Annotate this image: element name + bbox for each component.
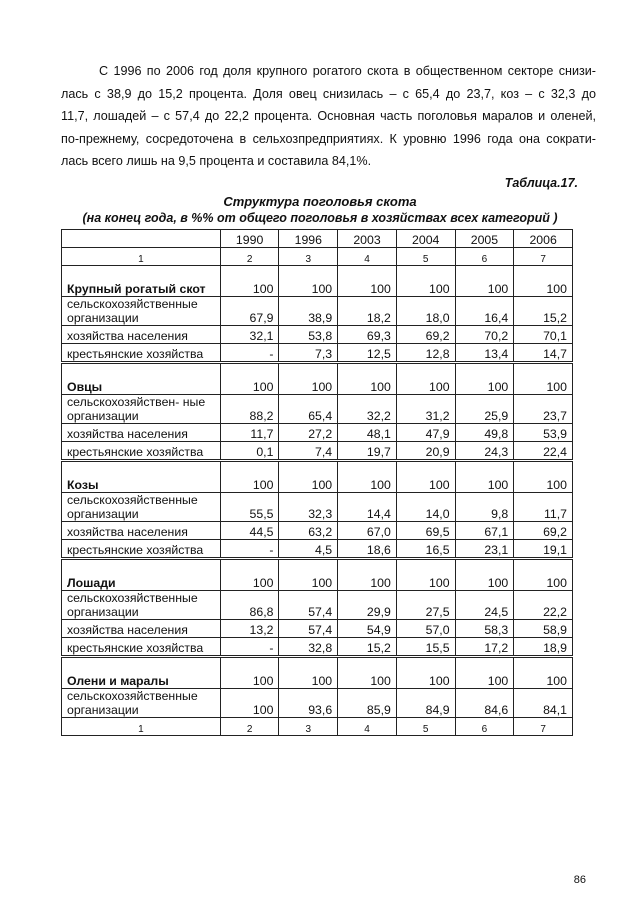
value-cell: 23,7	[514, 395, 573, 424]
value-cell: 47,9	[396, 424, 455, 442]
column-index-cell: 5	[396, 248, 455, 266]
value-cell: 14,0	[396, 493, 455, 522]
group-row	[62, 559, 573, 591]
intro-paragraph	[61, 60, 596, 173]
paragraph-line: по-прежнему, сосредоточена в сельхозпредприятиях. К уровню 1996 года она сократи-	[61, 131, 596, 146]
table-row	[62, 493, 573, 522]
group-total-cell: 100	[279, 657, 338, 689]
value-cell: 14,7	[514, 344, 573, 363]
value-cell: 18,2	[338, 297, 397, 326]
table-row	[62, 326, 573, 344]
value-cell: 67,9	[220, 297, 279, 326]
group-total-cell: 100	[338, 559, 397, 591]
value-cell: 57,4	[279, 620, 338, 638]
group-total-cell: 100	[338, 363, 397, 395]
group-total-cell: 100	[279, 363, 338, 395]
column-index-cell: 3	[279, 718, 338, 736]
group-name: Лошади	[62, 559, 221, 591]
group-total-cell: 100	[338, 657, 397, 689]
column-index-cell: 4	[338, 718, 397, 736]
group-name: Овцы	[62, 363, 221, 395]
group-total-cell: 100	[514, 363, 573, 395]
table-row	[62, 424, 573, 442]
value-cell: 20,9	[396, 442, 455, 461]
value-cell: 49,8	[455, 424, 514, 442]
index-row-footer	[62, 718, 573, 736]
group-name: Олени и маралы	[62, 657, 221, 689]
group-total-cell: 100	[455, 559, 514, 591]
value-cell: 17,2	[455, 638, 514, 657]
column-index-cell: 5	[396, 718, 455, 736]
year-header: 2003	[338, 230, 397, 248]
group-total-cell: 100	[455, 363, 514, 395]
value-cell: 100	[220, 689, 279, 718]
value-cell: 69,5	[396, 522, 455, 540]
column-index-cell: 1	[62, 718, 221, 736]
value-cell: 69,3	[338, 326, 397, 344]
value-cell: 27,5	[396, 591, 455, 620]
value-cell: 70,2	[455, 326, 514, 344]
value-cell: 9,8	[455, 493, 514, 522]
value-cell: 65,4	[279, 395, 338, 424]
value-cell: 18,6	[338, 540, 397, 559]
table-subtitle: (на конец года, в %% от общего поголовья в хозяйствах всех категорий )	[82, 211, 558, 225]
column-index-cell: 4	[338, 248, 397, 266]
row-label: сельскохозяйственные организации	[62, 297, 221, 326]
value-cell: 12,8	[396, 344, 455, 363]
value-cell: 69,2	[396, 326, 455, 344]
value-cell: 18,9	[514, 638, 573, 657]
group-total-cell: 100	[514, 461, 573, 493]
page-number: 86	[573, 874, 586, 886]
value-cell: 32,8	[279, 638, 338, 657]
group-total-cell: 100	[396, 461, 455, 493]
value-cell: 53,9	[514, 424, 573, 442]
year-header: 2005	[455, 230, 514, 248]
group-total-cell: 100	[514, 657, 573, 689]
column-index-cell: 3	[279, 248, 338, 266]
value-cell: 55,5	[220, 493, 279, 522]
livestock-structure-table	[61, 229, 573, 736]
group-total-cell: 100	[455, 266, 514, 297]
row-label: сельскохозяйственные организации	[62, 591, 221, 620]
value-cell: 70,1	[514, 326, 573, 344]
value-cell: 84,9	[396, 689, 455, 718]
group-total-cell: 100	[455, 461, 514, 493]
value-cell: 24,5	[455, 591, 514, 620]
value-cell: -	[220, 344, 279, 363]
value-cell: 32,1	[220, 326, 279, 344]
value-cell: 86,8	[220, 591, 279, 620]
value-cell: 27,2	[279, 424, 338, 442]
table-row	[62, 620, 573, 638]
value-cell: 19,1	[514, 540, 573, 559]
table-number: Таблица.17.	[504, 176, 578, 190]
group-total-cell: 100	[220, 266, 279, 297]
group-total-cell: 100	[396, 363, 455, 395]
value-cell: 7,3	[279, 344, 338, 363]
value-cell: 31,2	[396, 395, 455, 424]
value-cell: 53,8	[279, 326, 338, 344]
value-cell: 23,1	[455, 540, 514, 559]
group-total-cell: 100	[279, 266, 338, 297]
group-row	[62, 657, 573, 689]
column-index-cell: 1	[62, 248, 221, 266]
value-cell: 38,9	[279, 297, 338, 326]
value-cell: 18,0	[396, 297, 455, 326]
year-header: 2004	[396, 230, 455, 248]
value-cell: 16,5	[396, 540, 455, 559]
column-index-cell: 2	[220, 718, 279, 736]
row-label: крестьянские хозяйства	[62, 638, 221, 657]
year-header: 1996	[279, 230, 338, 248]
group-total-cell: 100	[396, 657, 455, 689]
group-row	[62, 266, 573, 297]
column-index-cell: 2	[220, 248, 279, 266]
value-cell: 11,7	[220, 424, 279, 442]
value-cell: 22,4	[514, 442, 573, 461]
row-label: хозяйства населения	[62, 424, 221, 442]
value-cell: 69,2	[514, 522, 573, 540]
value-cell: 58,3	[455, 620, 514, 638]
value-cell: 67,1	[455, 522, 514, 540]
group-total-cell: 100	[396, 559, 455, 591]
row-label: сельскохозяйственные организации	[62, 689, 221, 718]
table-title: Структура поголовья скота	[223, 194, 417, 209]
group-total-cell: 100	[220, 657, 279, 689]
group-total-cell: 100	[514, 559, 573, 591]
group-total-cell: 100	[220, 363, 279, 395]
value-cell: 48,1	[338, 424, 397, 442]
year-header: 1990	[220, 230, 279, 248]
group-total-cell: 100	[514, 266, 573, 297]
value-cell: 93,6	[279, 689, 338, 718]
column-index-cell: 7	[514, 248, 573, 266]
paragraph-line: лась с 38,9 до 15,2 процента. Доля овец снизилась – с 65,4 до 23,7, коз – с 32,3 до	[61, 86, 596, 101]
group-name: Крупный рогатый скот	[62, 266, 221, 297]
table-row	[62, 395, 573, 424]
paragraph-line: 11,7, лошадей – с 57,4 до 22,2 процента. Основная часть поголовья маралов и оленей,	[61, 109, 596, 123]
group-total-cell: 100	[396, 266, 455, 297]
year-header: 2006	[514, 230, 573, 248]
table-row	[62, 344, 573, 363]
value-cell: 58,9	[514, 620, 573, 638]
value-cell: 32,3	[279, 493, 338, 522]
group-total-cell: 100	[338, 461, 397, 493]
value-cell: 29,9	[338, 591, 397, 620]
table-row	[62, 591, 573, 620]
value-cell: 84,1	[514, 689, 573, 718]
group-total-cell: 100	[220, 461, 279, 493]
table-row	[62, 689, 573, 718]
value-cell: 15,5	[396, 638, 455, 657]
value-cell: 15,2	[338, 638, 397, 657]
header-corner-cell	[62, 230, 221, 248]
value-cell: -	[220, 638, 279, 657]
row-label: крестьянские хозяйства	[62, 540, 221, 559]
value-cell: 12,5	[338, 344, 397, 363]
group-total-cell: 100	[220, 559, 279, 591]
group-total-cell: 100	[455, 657, 514, 689]
value-cell: -	[220, 540, 279, 559]
value-cell: 11,7	[514, 493, 573, 522]
value-cell: 19,7	[338, 442, 397, 461]
row-label: хозяйства населения	[62, 326, 221, 344]
group-total-cell: 100	[279, 559, 338, 591]
row-label: сельскохозяйственные организации	[62, 493, 221, 522]
value-cell: 44,5	[220, 522, 279, 540]
group-total-cell: 100	[338, 266, 397, 297]
group-total-cell: 100	[279, 461, 338, 493]
value-cell: 25,9	[455, 395, 514, 424]
value-cell: 54,9	[338, 620, 397, 638]
row-label: крестьянские хозяйства	[62, 442, 221, 461]
column-index-cell: 6	[455, 248, 514, 266]
index-row	[62, 248, 573, 266]
value-cell: 0,1	[220, 442, 279, 461]
row-label: хозяйства населения	[62, 522, 221, 540]
value-cell: 67,0	[338, 522, 397, 540]
paragraph-line: С 1996 по 2006 год доля крупного рогатого скота в общественном секторе снизи-	[99, 64, 596, 78]
table-row	[62, 540, 573, 559]
value-cell: 57,0	[396, 620, 455, 638]
paragraph-line: лась всего лишь на 9,5 процента и составила 84,1%.	[61, 154, 372, 168]
value-cell: 16,4	[455, 297, 514, 326]
value-cell: 57,4	[279, 591, 338, 620]
value-cell: 32,2	[338, 395, 397, 424]
row-label: сельскохозяйствен- ные организации	[62, 395, 221, 424]
row-label: крестьянские хозяйства	[62, 344, 221, 363]
value-cell: 13,2	[220, 620, 279, 638]
value-cell: 22,2	[514, 591, 573, 620]
group-name: Козы	[62, 461, 221, 493]
group-row	[62, 461, 573, 493]
table-row	[62, 442, 573, 461]
header-row	[62, 230, 573, 248]
row-label: хозяйства населения	[62, 620, 221, 638]
group-row	[62, 363, 573, 395]
table-row	[62, 638, 573, 657]
value-cell: 7,4	[279, 442, 338, 461]
value-cell: 63,2	[279, 522, 338, 540]
value-cell: 88,2	[220, 395, 279, 424]
value-cell: 13,4	[455, 344, 514, 363]
value-cell: 14,4	[338, 493, 397, 522]
value-cell: 4,5	[279, 540, 338, 559]
table-row	[62, 297, 573, 326]
table-row	[62, 522, 573, 540]
value-cell: 84,6	[455, 689, 514, 718]
value-cell: 15,2	[514, 297, 573, 326]
column-index-cell: 7	[514, 718, 573, 736]
value-cell: 24,3	[455, 442, 514, 461]
column-index-cell: 6	[455, 718, 514, 736]
value-cell: 85,9	[338, 689, 397, 718]
